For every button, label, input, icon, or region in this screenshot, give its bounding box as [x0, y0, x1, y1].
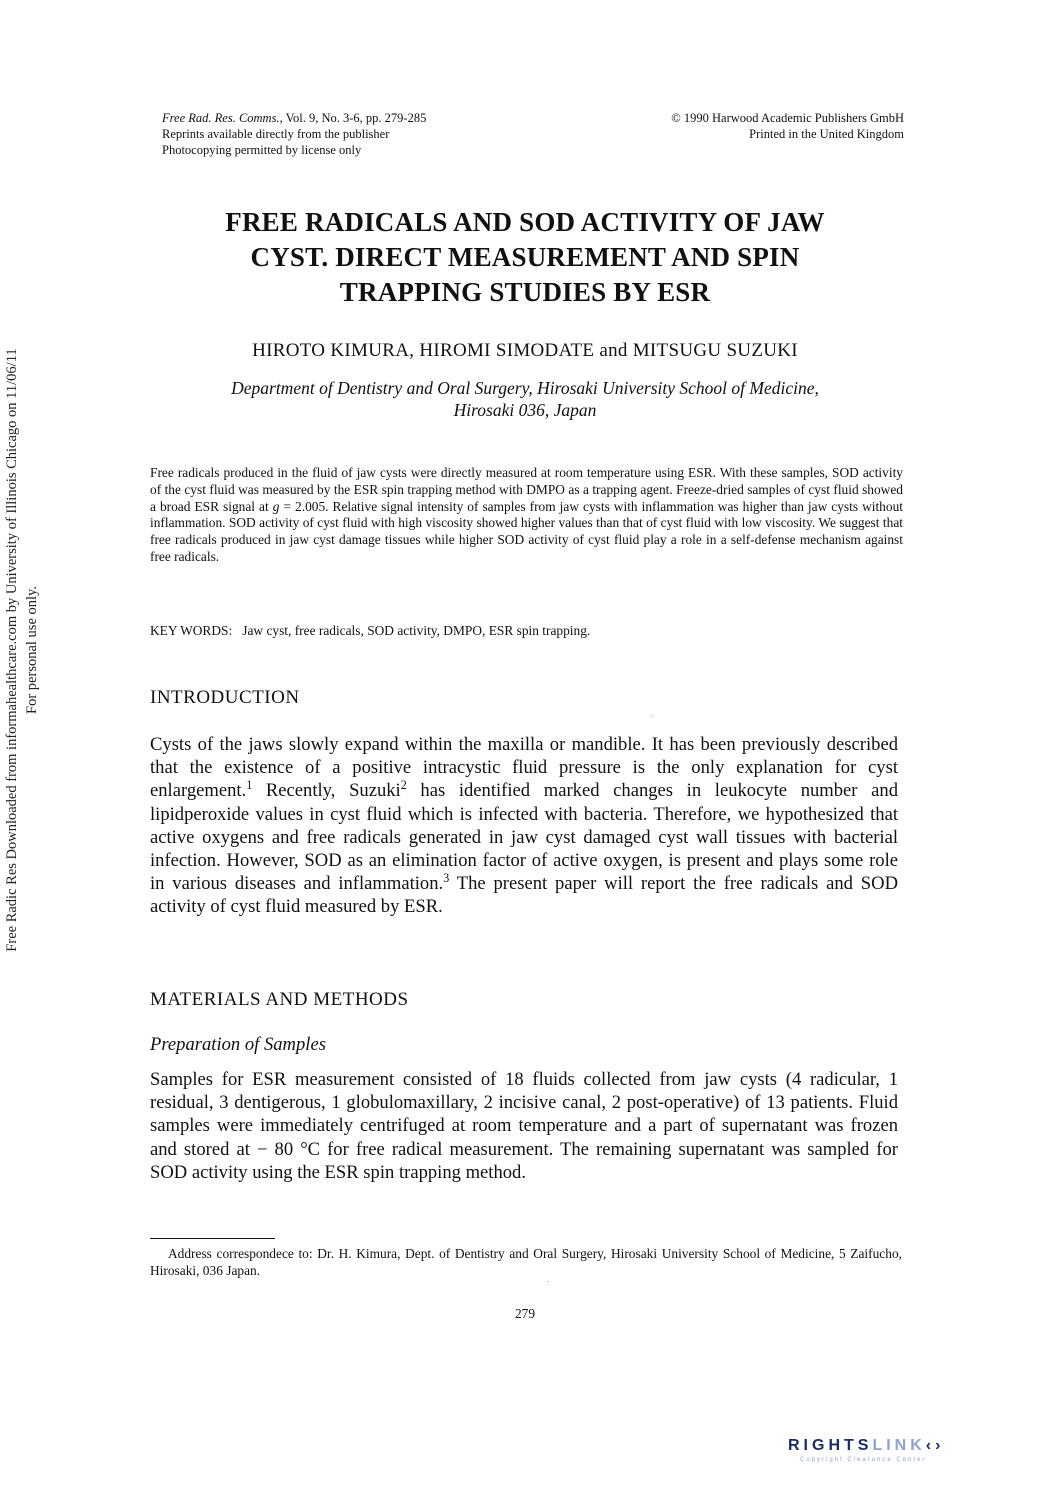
abstract-text: Free radicals produced in the fluid of jaw cysts were directly measured at room temperature using ESR. With these samples, SOD activity of the cyst fluid was measured by the ESR spin trapping method with DMPO as a trapping agent. Freeze-dried samples of cyst fluid showed a broad ESR signal at [150, 465, 903, 514]
rightslink-wordmark-part: RIGHTS [788, 1437, 873, 1454]
printed-line: Printed in the United Kingdom [749, 127, 904, 141]
paragraph-text: has identified marked changes in leukocyte number and lipidperoxide values in cyst fluid which is infected with bacteria. Therefore, we hypothesized that active oxygens and free radicals generated in jaw cyst damaged cyst wall tissues with bacterial infection. However, SOD as an elimination factor of active oxygen, is present and plays some role in various diseases and inflammation. [150, 780, 898, 895]
paragraph-text: The present paper will report the free radicals and SOD activity of cyst fluid measured by ESR. [150, 873, 899, 918]
rightslink-tagline: Copyright Clearance Center [800, 1457, 927, 1463]
running-header-right [671, 110, 904, 142]
affiliation [150, 377, 900, 421]
scan-speck [652, 716, 653, 717]
download-stamp-line: Free Radic Res Downloaded from informahealthcare.com by University of Illinois Chicago on 11/06/11 [4, 348, 20, 952]
introduction-paragraph [150, 733, 898, 919]
title-line: CYST. DIRECT MEASUREMENT AND SPIN [250, 242, 800, 272]
author-list: HIROTO KIMURA, HIROMI SIMODATE and MITSUGU SUZUKI [252, 340, 798, 361]
photocopy-note: Photocopying permitted by license only [162, 143, 362, 157]
reference-mark: 3 [443, 871, 450, 886]
chevron-arrows-icon: ‹› [925, 1437, 945, 1454]
g-symbol: g [272, 498, 280, 514]
keywords [150, 623, 590, 639]
title-line: FREE RADICALS AND SOD ACTIVITY OF JAW [225, 207, 825, 237]
article-title [150, 205, 900, 310]
keywords-text: Jaw cyst, free radicals, SOD activity, DMPO, ESR spin trapping. [242, 623, 591, 638]
abstract-text: = 2.005. Relative signal intensity of samples from jaw cysts with inflammation was higher than jaw cysts without inflammation. SOD activity of cyst fluid with high viscosity showed higher values than that of cyst fluid with low viscosity. We suggest that free radicals produced in jaw cyst damage tissues while higher SOD activity of cyst fluid play a role in a self-defense mechanism against free radicals. [150, 498, 903, 564]
footnote-divider [150, 1238, 275, 1239]
correspondence-footnote: Address correspondece to: Dr. H. Kimura, Dept. of Dentistry and Oral Surgery, Hirosaki University School of Medicine, 5 Zaifucho, Hirosaki, 036 Japan. [150, 1246, 902, 1278]
rightslink-wordmark [788, 1437, 1033, 1455]
section-heading-methods: MATERIALS AND METHODS [150, 989, 409, 1010]
reprints-note: Reprints available directly from the publisher [162, 127, 390, 141]
paragraph-text: Recently, Suzuki [252, 780, 401, 802]
methods-paragraph: Samples for ESR measurement consisted of 18 fluids collected from jaw cysts (4 radicular, 1 residual, 3 dentigerous, 1 globulomaxillary, 2 incisive canal, 2 post-operative) of 13 patients. Fluid samples were immediately centrifuged at room temperature and a part of supernatant was frozen and stored at − 80 °C for free radical measurement. The remaining supernatant was sampled for SOD activity using the ESR spin trapping method. [150, 1069, 898, 1183]
journal-name: Free Rad. Res. Comms. [162, 111, 280, 125]
section-heading-introduction: INTRODUCTION [150, 687, 300, 708]
paragraph-text: Cysts of the jaws slowly expand within the maxilla or mandible. It has been previously described that the existence of a positive intracystic fluid pressure is the only explanation for cyst enlargement. [150, 734, 898, 802]
download-stamp [2, 200, 46, 1100]
download-stamp-line: For personal use only. [24, 586, 40, 714]
running-header-left [162, 110, 426, 158]
abstract [150, 465, 903, 566]
title-line: TRAPPING STUDIES BY ESR [339, 277, 711, 307]
subsection-heading: Preparation of Samples [150, 1034, 326, 1055]
reference-mark: 2 [400, 778, 407, 793]
page-number: 279 [514, 1306, 536, 1321]
rightslink-wordmark-part: LINK [872, 1437, 926, 1454]
keywords-label: KEY WORDS: [150, 623, 233, 638]
scan-speck [548, 1281, 549, 1282]
reference-mark: 1 [246, 778, 253, 793]
affiliation-line: Hirosaki 036, Japan [453, 400, 597, 420]
volume-pages: , Vol. 9, No. 3-6, pp. 279-285 [279, 111, 427, 125]
copyright-line: © 1990 Harwood Academic Publishers GmbH [671, 111, 904, 125]
rightslink-logo [788, 1437, 1033, 1477]
affiliation-line: Department of Dentistry and Oral Surgery, Hirosaki University School of Medicine, [231, 378, 819, 398]
journal-citation [162, 110, 426, 126]
